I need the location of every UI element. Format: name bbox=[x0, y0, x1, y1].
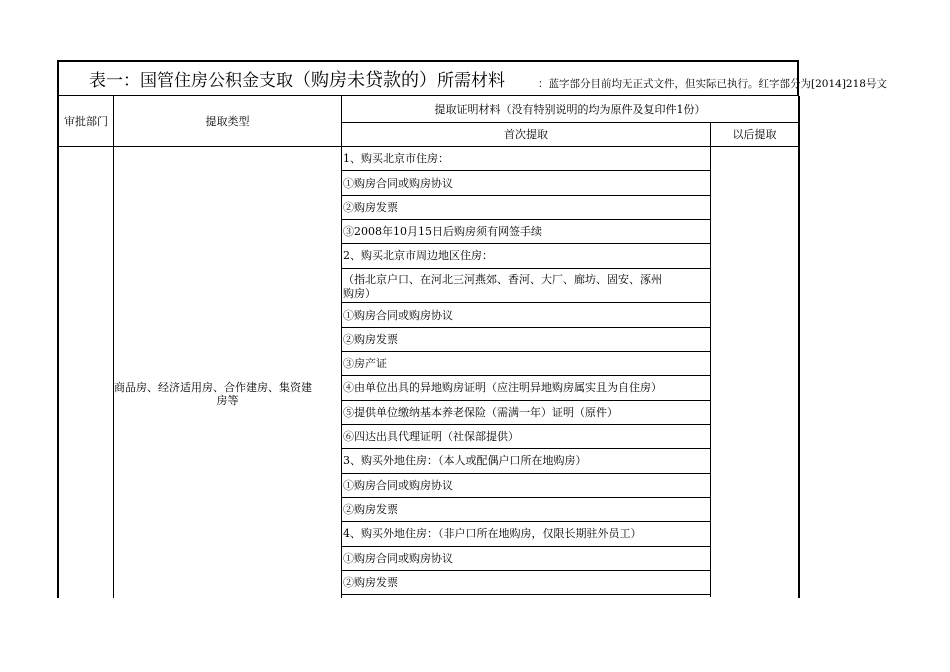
list-item: ⑥四达出具代理证明（社保部提供） bbox=[343, 430, 519, 443]
row-line bbox=[341, 473, 711, 474]
col-line-first bbox=[710, 122, 711, 597]
header-later: 以后提取 bbox=[732, 128, 777, 141]
note-text: ：蓝字部分目前均无正式文件，但实际已执行。红字部分为[2014]218号文 bbox=[538, 78, 887, 90]
header-mid-line bbox=[341, 122, 799, 123]
type-line-2: 房等 bbox=[216, 394, 239, 407]
title-tail: 所需材料 bbox=[437, 71, 505, 91]
row-line bbox=[341, 521, 711, 522]
title-paren: （购房未贷款的） bbox=[293, 70, 437, 91]
list-item: （指北京户口、在河北三河燕郊、香河、大厂、廊坊、固安、涿州 bbox=[343, 273, 662, 286]
row-line bbox=[341, 351, 711, 352]
list-item: ①购房合同或购房协议 bbox=[343, 309, 453, 322]
list-item: ②购房发票 bbox=[343, 576, 398, 589]
row-line bbox=[341, 243, 711, 244]
list-item: 购房） bbox=[343, 287, 376, 300]
list-item: 1、购买北京市住房： bbox=[343, 152, 449, 165]
right-border bbox=[798, 96, 800, 598]
row-line bbox=[341, 546, 711, 547]
row-line bbox=[341, 594, 711, 595]
header-type: 提取类型 bbox=[205, 115, 250, 128]
col-line-type bbox=[341, 96, 342, 598]
list-item: ③房产证 bbox=[343, 357, 387, 370]
row-line bbox=[341, 570, 711, 571]
row-line bbox=[341, 375, 711, 376]
header-dept: 审批部门 bbox=[64, 115, 108, 128]
header-first: 首次提取 bbox=[504, 128, 548, 141]
row-line bbox=[341, 302, 711, 303]
list-item: ④由单位出具的异地购房证明（应注明异地购房属实且为自住房） bbox=[343, 381, 662, 394]
left-border bbox=[57, 96, 59, 598]
row-line bbox=[341, 424, 711, 425]
header-materials: 提取证明材料（没有特别说明的均为原件及复印件1份） bbox=[434, 103, 706, 116]
list-item: ⑤提供单位缴纳基本养老保险（需满一年）证明（原件） bbox=[343, 406, 618, 419]
row-line bbox=[341, 400, 711, 401]
list-item: ③2008年10月15日后购房须有网签手续 bbox=[343, 225, 542, 238]
col-line-dept bbox=[113, 96, 114, 598]
type-line-1: 商品房、经济适用房、合作建房、集资建 bbox=[114, 381, 312, 394]
list-item: 2、购买北京市周边地区住房： bbox=[343, 249, 493, 262]
row-line bbox=[341, 195, 711, 196]
row-line bbox=[341, 448, 711, 449]
page-title bbox=[89, 66, 505, 92]
list-item: ①购房合同或购房协议 bbox=[343, 552, 453, 565]
title-main: 表一：国管住房公积金支取 bbox=[89, 71, 293, 91]
list-item: ①购房合同或购房协议 bbox=[343, 177, 453, 190]
list-item: ②购房发票 bbox=[343, 201, 398, 214]
list-item: ①购房合同或购房协议 bbox=[343, 479, 453, 492]
list-item: ②购房发票 bbox=[343, 333, 398, 346]
row-line bbox=[341, 497, 711, 498]
list-item: ②购房发票 bbox=[343, 503, 398, 516]
row-line bbox=[341, 219, 711, 220]
list-item: 4、购买外地住房：（非户口所在地购房，仅限长期驻外员工） bbox=[343, 527, 642, 540]
row-line bbox=[341, 327, 711, 328]
header-bottom-line bbox=[57, 146, 799, 147]
row-line bbox=[341, 268, 711, 269]
list-item: 3、购买外地住房：（本人或配偶户口所在地购房） bbox=[343, 454, 587, 467]
row-line bbox=[341, 170, 711, 171]
